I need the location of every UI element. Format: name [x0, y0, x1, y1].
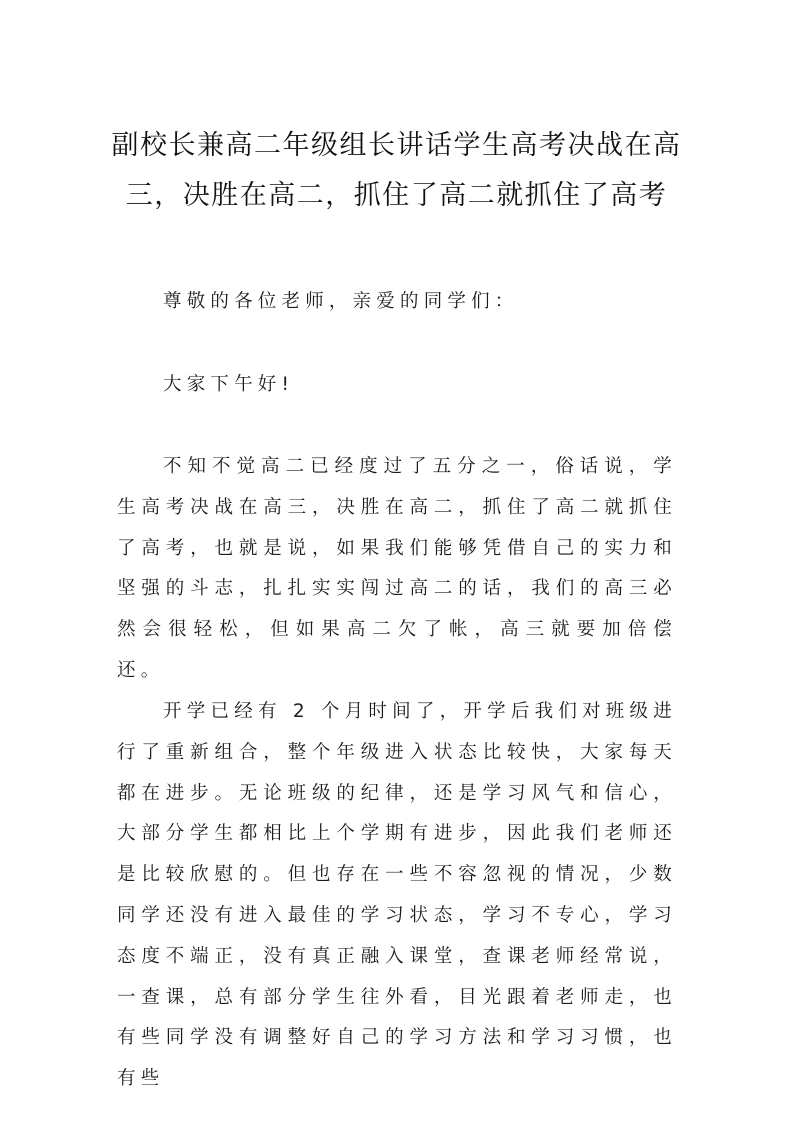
document-title — [100, 121, 693, 221]
paragraph-1: 不知不觉高二已经度过了五分之一，俗话说，学生高考决战在高三，决胜在高二，抓住了高二就抓住了高考，也就是说，如果我们能够凭借自己的实力和坚强的斗志，扎扎实实闯过高二的话，我们的高三必然会很轻松，但如果高二欠了帐，高三就要加倍偿还。 — [117, 456, 677, 681]
title-line-2: 三，决胜在高二，抓住了高二就抓住了高考 — [125, 180, 668, 211]
greeting: 大家下午好! — [163, 374, 295, 395]
title-line-1: 副校长兼高二年级组长讲话学生高考决战在高 — [111, 130, 682, 161]
paragraph-2: 开学已经有 2 个月时间了，开学后我们对班级进行了重新组合，整个年级进入状态比较快，大家每天都在进步。无论班级的纪律，还是学习风气和信心，大部分学生都相比上个学期有进步，因此我们老师还是比较欣慰的。但也存在一些不容忽视的情况，少数同学还没有进入最佳的学习状态，学习不专心，学习态度不端正，没有真正融入课堂，查课老师经常说，一查课，总有部分学生往外看，目光跟着老师走，也有些同学没有调整好自己的学习方法和学习习惯，也有些 — [117, 701, 677, 1090]
salutation: 尊敬的各位老师，亲爱的同学们： — [163, 291, 519, 312]
